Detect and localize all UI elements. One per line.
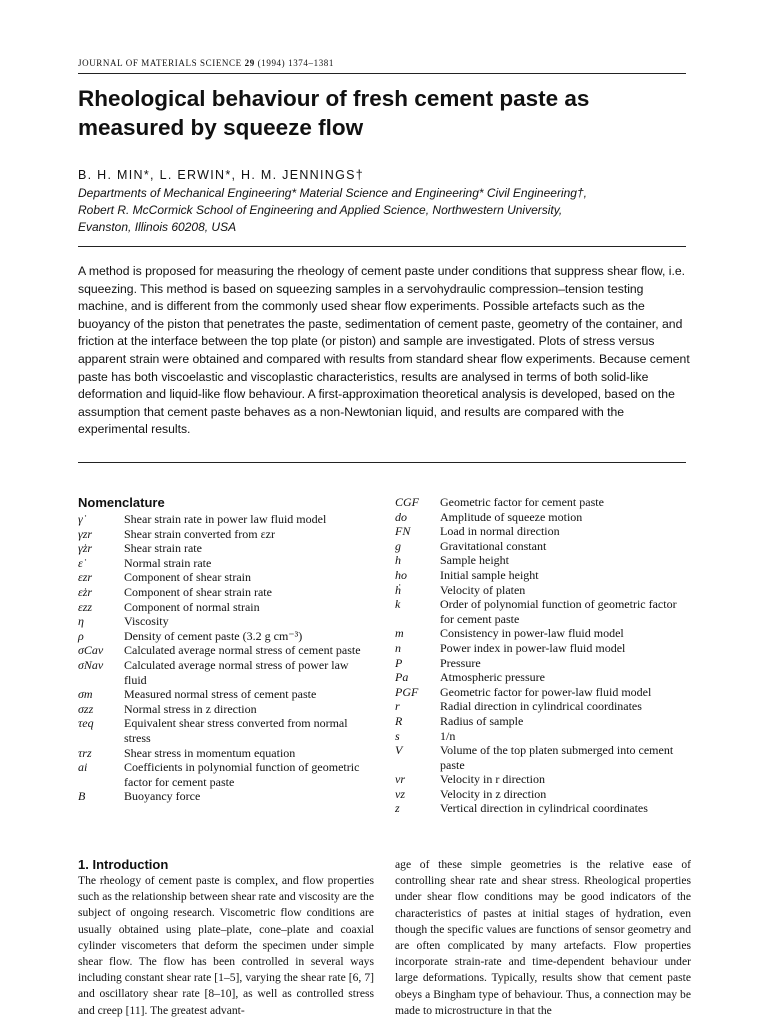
nomenclature-entry	[78, 570, 374, 585]
introduction-column-1: The rheology of cement paste is complex, and flow properties such as the relationship between shear rate and viscosity are the subject of ongoing research. Viscometric flow conditions are usually obtained using plate–plate, cone–plate and coaxial cylinder viscometers that deform the specimen under simple shear flow. The flow has been controlled in several ways including constant shear rate [1–5], varying the shear rate [6, 7] and oscillatory shear rate [8–10], as well as controlled stress and creep [11]. The greatest advant-	[78, 874, 374, 1017]
nomenclature-entry	[395, 729, 691, 744]
nomenclature-entry	[78, 585, 374, 600]
nomenclature-symbol: r	[395, 699, 400, 714]
nomenclature-description: Order of polynomial function of geometric factor for cement paste	[440, 597, 677, 626]
nomenclature-entry	[78, 702, 374, 717]
nomenclature-entry	[78, 512, 374, 527]
nomenclature-entry	[395, 801, 691, 816]
nomenclature-description: Gravitational constant	[440, 538, 547, 553]
nomenclature-description: Radial direction in cylindrical coordinates	[440, 699, 642, 714]
nomenclature-symbol: do	[395, 509, 407, 524]
abstract-top-rule	[78, 246, 686, 247]
nomenclature-entry	[395, 743, 691, 772]
nomenclature-entry	[78, 789, 374, 804]
nomenclature-symbol: σzz	[78, 701, 94, 716]
journal-volume: 29	[244, 58, 255, 68]
nomenclature-symbol: εzz	[78, 599, 93, 614]
paper-title: Rheological behaviour of fresh cement paste as measured by squeeze flow	[78, 86, 590, 140]
nomenclature-entry	[395, 670, 691, 685]
nomenclature-description: Buoyancy force	[124, 789, 201, 804]
nomenclature-symbol: γ̇zr	[78, 541, 93, 556]
journal-year-pages: (1994) 1374–1381	[257, 58, 335, 68]
nomenclature-entry	[395, 685, 691, 700]
nomenclature-entry	[78, 556, 374, 571]
nomenclature-symbol: B	[78, 789, 86, 804]
nomenclature-description: Power index in power-law fluid model	[440, 640, 626, 655]
nomenclature-symbol: σm	[78, 687, 93, 702]
nomenclature-entry	[395, 714, 691, 729]
nomenclature-description: Density of cement paste (3.2 g cm⁻³)	[124, 628, 303, 643]
nomenclature-symbol: σCav	[78, 643, 104, 658]
nomenclature-right-column	[395, 495, 691, 816]
nomenclature-entry	[395, 583, 691, 598]
nomenclature-symbol: vr	[395, 772, 405, 787]
nomenclature-description: Velocity in r direction	[440, 772, 545, 787]
nomenclature-symbol: m	[395, 626, 404, 641]
nomenclature-symbol: ai	[78, 760, 88, 775]
nomenclature-entry	[395, 699, 691, 714]
nomenclature-description: Shear strain rate in power law fluid model	[124, 512, 327, 526]
nomenclature-description: Normal stress in z direction	[124, 701, 257, 716]
nomenclature-symbol: h	[395, 553, 401, 568]
nomenclature-symbol: σNav	[78, 657, 104, 672]
nomenclature-description: Atmospheric pressure	[440, 670, 545, 685]
nomenclature-entry	[395, 495, 691, 510]
nomenclature-symbol: z	[395, 801, 400, 816]
nomenclature-description: Normal strain rate	[124, 555, 212, 570]
nomenclature-symbol: n	[395, 640, 401, 655]
nomenclature-symbol: ε̇	[78, 555, 83, 570]
nomenclature-entry	[395, 524, 691, 539]
nomenclature-description: Shear strain converted from εzr	[124, 526, 275, 541]
nomenclature-symbol: ḣ	[395, 582, 401, 597]
nomenclature-symbol: g	[395, 538, 401, 553]
nomenclature-description: 1/n	[440, 728, 456, 743]
nomenclature-entry	[395, 568, 691, 583]
nomenclature-entry	[395, 539, 691, 554]
nomenclature-description: Component of shear strain rate	[124, 584, 272, 599]
nomenclature-description: Coefficients in polynomial function of geometric factor for cement paste	[124, 760, 360, 789]
nomenclature-entry	[395, 510, 691, 525]
nomenclature-symbol: ε̇zr	[78, 584, 93, 599]
nomenclature-entry	[78, 746, 374, 761]
nomenclature-entry	[78, 527, 374, 542]
nomenclature-description: Shear stress in momentum equation	[124, 745, 296, 760]
affiliation-line: Robert R. McCormick School of Engineering and Applied Science, Northwestern University,	[78, 203, 563, 217]
nomenclature-description: Volume of the top platen submerged into cement paste	[440, 743, 674, 772]
nomenclature-description: Initial sample height	[440, 567, 539, 582]
nomenclature-symbol: Pa	[395, 670, 409, 685]
nomenclature-entry	[395, 626, 691, 641]
nomenclature-symbol: ho	[395, 567, 407, 582]
nomenclature-entry	[395, 772, 691, 787]
nomenclature-entry	[395, 597, 691, 626]
nomenclature-symbol: εzr	[78, 570, 93, 585]
nomenclature-description: Component of shear strain	[124, 570, 251, 585]
journal-name: JOURNAL OF MATERIALS SCIENCE	[78, 58, 242, 68]
nomenclature-description: Calculated average normal stress of cement paste	[124, 643, 361, 658]
nomenclature-entry	[395, 656, 691, 671]
nomenclature-entry	[78, 716, 374, 745]
nomenclature-description: Pressure	[440, 655, 481, 670]
nomenclature-symbol: η	[78, 614, 84, 629]
author-list: B. H. MIN*, L. ERWIN*, H. M. JENNINGS†	[78, 168, 365, 182]
nomenclature-entry	[395, 787, 691, 802]
nomenclature-symbol: k	[395, 597, 401, 612]
nomenclature-symbol: PGF	[395, 684, 419, 699]
nomenclature-symbol: CGF	[395, 495, 419, 509]
nomenclature-entry	[78, 658, 374, 687]
nomenclature-symbol: γzr	[78, 526, 93, 541]
nomenclature-entry	[78, 760, 374, 789]
nomenclature-symbol: R	[395, 713, 403, 728]
nomenclature-entry	[78, 643, 374, 658]
nomenclature-description: Component of normal strain	[124, 599, 260, 614]
affiliation	[78, 185, 718, 236]
affiliation-line: Evanston, Illinois 60208, USA	[78, 220, 237, 234]
nomenclature-description: Consistency in power-law fluid model	[440, 626, 624, 641]
nomenclature-left-column	[78, 512, 374, 804]
introduction-column-2: age of these simple geometries is the relative ease of controlling shear rate and shear stress. Rheological properties under shear flow conditions may be good indicators of the characteristics of pastes at initial stages of hydration, even though the specific values are functions of sensor geometry and are often complicated by many artefacts. Flow properties incorporate strain-rate and time-dependent behaviour under large deformations. Typically, results show that cement paste obeys a Bingham type of behaviour. Thus, a connection may be made to microstructure in that the	[395, 858, 691, 1017]
abstract: A method is proposed for measuring the rheology of cement paste under conditions that suppress shear flow, i.e. squeezing. This method is based on squeezing samples in a servohydraulic compression–tension testing machine, and is different from the commonly used shear flow experiments. Possible artefacts such as the buoyancy of the piston that penetrates the paste, sedimentation of cement paste, geometry of the container, and friction at the interface between the top plate (or piston) and sample are investigated. Plots of stress versus apparent strain were obtained and compared with results from standard shear flow experiments. Because cement paste has both viscoelastic and viscoplastic characteristics, results are analysed in terms of both solid-like deformation and liquid-like flow behaviour. A first-approximation theoretical analysis is developed, based on the assumption that cement paste behaves as a non-Newtonian liquid, and results are compared with the experimental results.	[78, 264, 690, 437]
nomenclature-symbol: FN	[395, 524, 411, 539]
nomenclature-description: Sample height	[440, 553, 509, 568]
abstract-bottom-rule	[78, 462, 686, 463]
journal-header	[78, 58, 334, 68]
nomenclature-description: Vertical direction in cylindrical coordinates	[440, 801, 648, 816]
nomenclature-entry	[78, 687, 374, 702]
nomenclature-entry	[78, 541, 374, 556]
nomenclature-description: Geometric factor for power-law fluid model	[440, 684, 652, 699]
introduction-heading: 1. Introduction	[78, 857, 169, 872]
nomenclature-symbol: τrz	[78, 745, 92, 760]
nomenclature-description: Shear strain rate	[124, 541, 202, 556]
nomenclature-description: Velocity in z direction	[440, 786, 547, 801]
nomenclature-description: Radius of sample	[440, 713, 524, 728]
nomenclature-symbol: V	[395, 743, 403, 758]
nomenclature-heading: Nomenclature	[78, 495, 165, 510]
nomenclature-description: Geometric factor for cement paste	[440, 495, 604, 509]
header-rule	[78, 73, 686, 74]
nomenclature-description: Viscosity	[124, 614, 169, 629]
nomenclature-symbol: s	[395, 728, 400, 743]
nomenclature-description: Velocity of platen	[440, 582, 526, 597]
nomenclature-description: Amplitude of squeeze motion	[440, 509, 583, 524]
nomenclature-symbol: γ̇	[78, 512, 83, 526]
nomenclature-description: Equivalent shear stress converted from normal stress	[124, 716, 348, 745]
nomenclature-entry	[78, 600, 374, 615]
nomenclature-symbol: P	[395, 655, 403, 670]
nomenclature-entry	[78, 614, 374, 629]
nomenclature-description: Measured normal stress of cement paste	[124, 687, 317, 702]
nomenclature-entry	[78, 629, 374, 644]
nomenclature-symbol: ρ	[78, 628, 84, 643]
nomenclature-symbol: τeq	[78, 716, 94, 731]
nomenclature-symbol: vz	[395, 786, 405, 801]
affiliation-line: Departments of Mechanical Engineering* Material Science and Engineering* Civil Engineering†,	[78, 186, 587, 200]
nomenclature-entry	[395, 641, 691, 656]
nomenclature-entry	[395, 553, 691, 568]
nomenclature-description: Calculated average normal stress of power law fluid	[124, 657, 349, 687]
nomenclature-description: Load in normal direction	[440, 524, 560, 539]
